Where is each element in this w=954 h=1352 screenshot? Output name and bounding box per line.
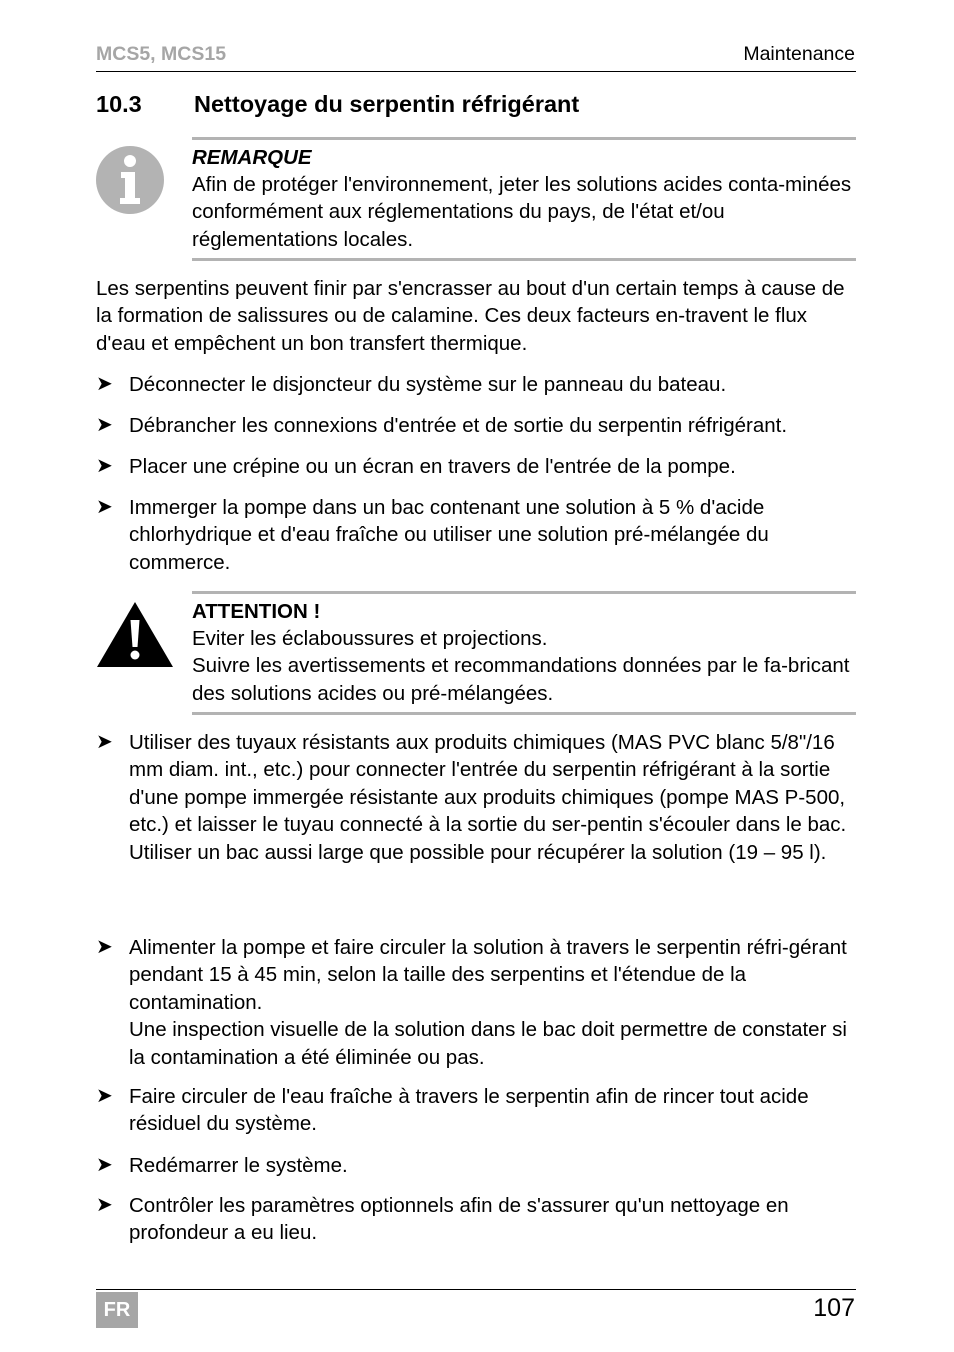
attention-line: Eviter les éclaboussures et projections.: [192, 627, 548, 650]
step-text: Redémarrer le système.: [129, 1154, 348, 1177]
footer-divider: [96, 1289, 856, 1290]
step-text: Débrancher les connexions d'entrée et de sortie du serpentin réfrigérant.: [129, 414, 788, 437]
arrow-bullet-icon: ➤: [96, 1154, 113, 1176]
step-text: Placer une crépine ou un écran en travers de l'entrée de la pompe.: [129, 455, 736, 478]
section-number: 10.3: [96, 91, 142, 117]
note-text: Afin de protéger l'environnement, jeter les solutions acides conta-minées conformément aux réglementations du pays, de l'état et/ou réglementations locales.: [192, 173, 852, 251]
attention-box: [192, 591, 856, 715]
arrow-bullet-icon: ➤: [96, 373, 113, 395]
step-text: Contrôler les paramètres optionnels afin de s'assurer qu'un nettoyage en profondeur a eu lieu.: [129, 1194, 789, 1245]
step-item: [96, 371, 856, 398]
page-number: 107: [813, 1294, 855, 1322]
section-title-text: Nettoyage du serpentin réfrigérant: [194, 91, 580, 117]
step-extra-text: Utiliser un bac aussi large que possible pour récupérer la solution (19 – 95 l).: [129, 840, 827, 864]
header-chapter: Maintenance: [743, 43, 855, 65]
step-text: Déconnecter le disjoncteur du système sur le panneau du bateau.: [129, 373, 727, 396]
step-item: [96, 729, 856, 866]
note-label: REMARQUE: [192, 146, 312, 169]
arrow-bullet-icon: ➤: [96, 496, 113, 518]
arrow-bullet-icon: ➤: [96, 414, 113, 436]
step-item: [96, 1083, 856, 1138]
arrow-bullet-icon: ➤: [96, 731, 113, 753]
step-text: Immerger la pompe dans un bac contenant une solution à 5 % d'acide chlorhydrique et d'eau fraîche ou utiliser une solution pré-mélangée du commerce.: [129, 496, 769, 574]
step-extra-text: Une inspection visuelle de la solution dans le bac doit permettre de constater si la contamination a été éliminée ou pas.: [129, 1018, 847, 1069]
attention-label: ATTENTION !: [192, 600, 321, 623]
arrow-bullet-icon: ➤: [96, 1085, 113, 1107]
step-item: [96, 1192, 856, 1247]
attention-line: Suivre les avertissements et recommandations données par le fa-bricant des solutions acides ou pré-mélangées.: [192, 654, 850, 705]
arrow-bullet-icon: ➤: [96, 936, 113, 958]
arrow-bullet-icon: ➤: [96, 455, 113, 477]
section-title: [96, 89, 579, 119]
step-text: Utiliser des tuyaux résistants aux produits chimiques (MAS PVC blanc 5/8"/16 mm diam. int., etc.) pour connecter l'entrée du serpentin réfrigérant à la sortie d'une pompe immergée résistante aux produits chimiques (pompe MAS P-500, etc.) et laisser le tuyau connecté à la sortie du ser-pentin s'écouler dans le bac.: [129, 731, 847, 837]
header-divider: [96, 71, 856, 72]
step-text: Faire circuler de l'eau fraîche à travers le serpentin afin de rincer tout acide résiduel du système.: [129, 1085, 809, 1136]
step-item: [96, 934, 856, 1071]
note-box: [192, 137, 856, 261]
intro-paragraph: Les serpentins peuvent finir par s'encrasser au bout d'un certain temps à cause de la formation de salissures ou de calamine. Ces deux facteurs en-travent le flux d'eau et empêchent un bon transfert thermique.: [96, 277, 845, 355]
warning-triangle-icon: [96, 600, 174, 668]
arrow-bullet-icon: ➤: [96, 1194, 113, 1216]
step-item: [96, 1152, 856, 1179]
step-item: [96, 412, 856, 439]
language-badge: FR: [96, 1292, 138, 1328]
step-text: Alimenter la pompe et faire circuler la solution à travers le serpentin réfri-gérant pendant 15 à 45 min, selon la taille des serpentins et l'étendue de la contamination.: [129, 936, 847, 1014]
info-icon: [96, 146, 164, 214]
header-model: MCS5, MCS15: [96, 43, 227, 65]
step-item: [96, 494, 856, 576]
step-item: [96, 453, 856, 480]
